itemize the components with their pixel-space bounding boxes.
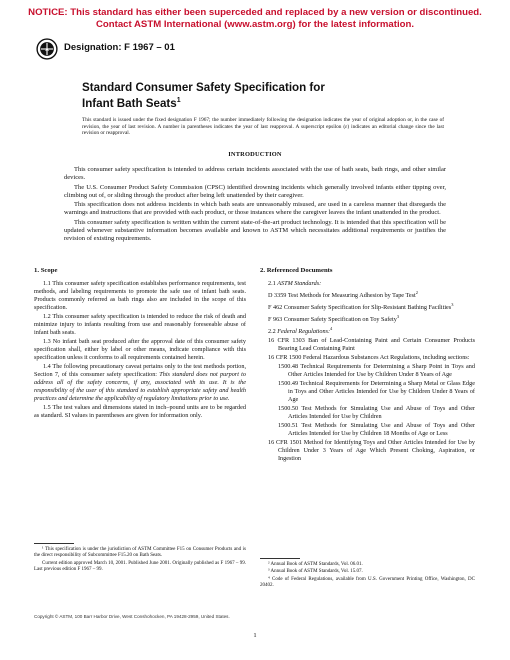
scope-1-4 (34, 363, 246, 403)
reference-footnote-mark: 2 (415, 290, 418, 295)
astm-logo-icon (36, 38, 58, 60)
intro-paragraph: This consumer safety specification is written within the current state-of-the-art product technology. It is intended that this specification will be updated whenever substantive information becomes available and known to ASTM which necessitates additional requirements or justifies the revision of existing requirements. (64, 218, 446, 242)
federal-regulations-title: Federal Regulations: (277, 328, 331, 336)
footnotes-left (34, 547, 246, 574)
astm-standards-title: ASTM Standards: (277, 280, 322, 287)
astm-standards-label (268, 280, 475, 288)
scope-1-1: 1.1 This consumer safety specification establishes performance requirements, test methods, and labeling requirements to promote the safe use of infant bath seats. Products commonly referred as bath rings also are included in the scope of this specification. (34, 280, 246, 311)
footnote-1: ¹ This specification is under the jurisdiction of ASTM Committee F15 on Consumer Products and is the direct responsibility of Subcommittee F15.20 on Bath Seats. (34, 547, 246, 559)
title-line-2 (82, 94, 442, 110)
document-title (82, 81, 442, 110)
federal-regulations-footnote-mark: 4 (330, 326, 333, 332)
page-number: 1 (253, 632, 257, 639)
federal-regulations-label (268, 325, 475, 336)
referenced-documents-section (260, 267, 475, 464)
reference-footnote-mark: 3 (396, 314, 400, 320)
introduction-heading: INTRODUCTION (228, 151, 282, 158)
reference-subitem: 1500.51 Test Methods for Simulating Use and Abuse of Toys and Other Articles Intended for Use by Children 18 Months of Age or Less (278, 422, 475, 438)
reference-text: D 3359 Test Methods for Measuring Adhesion by Tape Test (268, 292, 416, 300)
reference-subitem: 1500.49 Technical Requirements for Determining a Sharp Metal or Glass Edge in Toys and Other Articles Intended for Use by Children Under 8 Years of Age (278, 380, 475, 404)
reference-item: 16 CFR 1303 Ban of Lead-Containing Paint and Certain Consumer Products Bearing Lead Containing Paint (268, 337, 475, 353)
introduction-body (64, 166, 446, 244)
scope-heading: 1. Scope (34, 267, 58, 274)
footnote-2: ² Annual Book of ASTM Standards, Vol. 06.01. (268, 562, 363, 567)
scope-1-4-caveat: This standard does not purport to address all of the safety concerns, if any, associated with its use. It is the responsibility of the user of this standard to establish appropriate safety and health practices and determine the applicability of regulatory limitations prior to use. (34, 371, 246, 402)
copyright-line: Copyright © ASTM, 100 Barr Harbor Drive, West Conshohocken, PA 19428-2959, United States. (34, 614, 230, 619)
notice-line-1: NOTICE: This standard has either been superceded and replaced by a new version or discontinued. (28, 7, 482, 18)
title-line-2-text: Infant Bath Seats (82, 96, 177, 110)
reference-subitem: 1500.50 Test Methods for Simulating Use and Abuse of Toys and Other Articles Intended for Use by Children (278, 405, 475, 421)
reference-subitem: 1500.48 Technical Requirements for Determining a Sharp Point in Toys and Other Articles Intended for Use by Children Under 8 Years of Age (278, 363, 475, 379)
issued-note: This standard is issued under the fixed designation F 1967; the number immediately following the designation indicates the year of original adoption or, in the case of revision, the year of last revision. A number in parentheses indicates the year of last reapproval. A superscript epsilon (ε) indicates an editorial change since the last revision or reapproval. (82, 117, 444, 137)
scope-1-2: 1.2 This consumer safety specification is intended to reduce the risk of death and minimize injury to infants resulting from use and reasonably foreseeable abuse of infant bath seats. (34, 313, 246, 336)
federal-regulations-num: 2.2 (268, 328, 278, 336)
scope-1-4-text: 1.4 The following precautionary caveat pertains only to the test methods portion, Section 7, of this consumer safety specification: (34, 363, 246, 378)
reference-item (260, 301, 475, 312)
reference-text: F 963 Consumer Safety Specification on Toy Safety (268, 316, 397, 324)
scope-section (34, 267, 246, 421)
footnotes-right (260, 562, 475, 590)
reference-item (260, 313, 475, 324)
intro-paragraph: The U.S. Consumer Product Safety Commission (CPSC) identified drowning incidents which generally involved infants either tipping over, climbing out of, or sliding through the product after being left unattended by their caregiver. (64, 183, 446, 199)
reference-item: 16 CFR 1500 Federal Hazardous Substances Act Regulations, including sections: (268, 354, 470, 362)
supersession-notice (0, 7, 510, 31)
footnote-4: ⁴ Code of Federal Regulations, available from U.S. Government Printing Office, Washington, DC 20402. (260, 576, 475, 588)
footnote-rule-left (34, 543, 74, 544)
reference-footnote-mark: 3 (451, 302, 454, 308)
referenced-heading: 2. Referenced Documents (260, 267, 333, 274)
title-footnote-mark: 1 (176, 97, 181, 104)
reference-item: 16 CFR 1501 Method for Identifying Toys and Other Articles Intended for Use by Children Under 3 Years of Age Which Present Choking, Aspiration, or Ingestion (268, 439, 475, 463)
title-line-1: Standard Consumer Safety Specification for (82, 81, 325, 94)
notice-line-2: Contact ASTM International (www.astm.org) for the latest information. (95, 19, 415, 30)
svg-text:A: A (45, 48, 49, 54)
intro-paragraph: This consumer safety specification is intended to address certain incidents associated with the use of bath seats, bath rings, and other similar devices. (64, 166, 446, 182)
footnote-rule-right (260, 558, 300, 559)
scope-1-5: 1.5 The test values and dimensions stated in inch–pound units are to be regarded as standard. SI values in parentheses are given for information only. (34, 404, 246, 419)
footnote-1-edition: Current edition approved March 10, 2001. Published June 2001. Originally published as F 1967 – 99. Last previous edition F 1967 – 99. (34, 560, 246, 572)
footnote-3: ³ Annual Book of ASTM Standards, Vol. 15.07. (268, 569, 363, 575)
astm-standards-num: 2.1 (268, 280, 278, 287)
scope-1-3: 1.3 No infant bath seat produced after the approval date of this consumer safety specification shall, either by label or other means, indicate compliance with this specification unless it conforms to all requirements contained herein. (34, 338, 246, 361)
intro-paragraph: This specification does not address incidents in which bath seats are unreasonably misused, are used in a careless manner that disregards the warnings and instructions that are provided with each product, or those instances where the caregiver leaves the infant unattended in the product. (64, 201, 446, 217)
reference-item (260, 289, 475, 300)
designation: Designation: F 1967 – 01 (64, 42, 175, 53)
reference-text: F 462 Consumer Safety Specification for Slip-Resistant Bathing Facilities (268, 304, 452, 312)
